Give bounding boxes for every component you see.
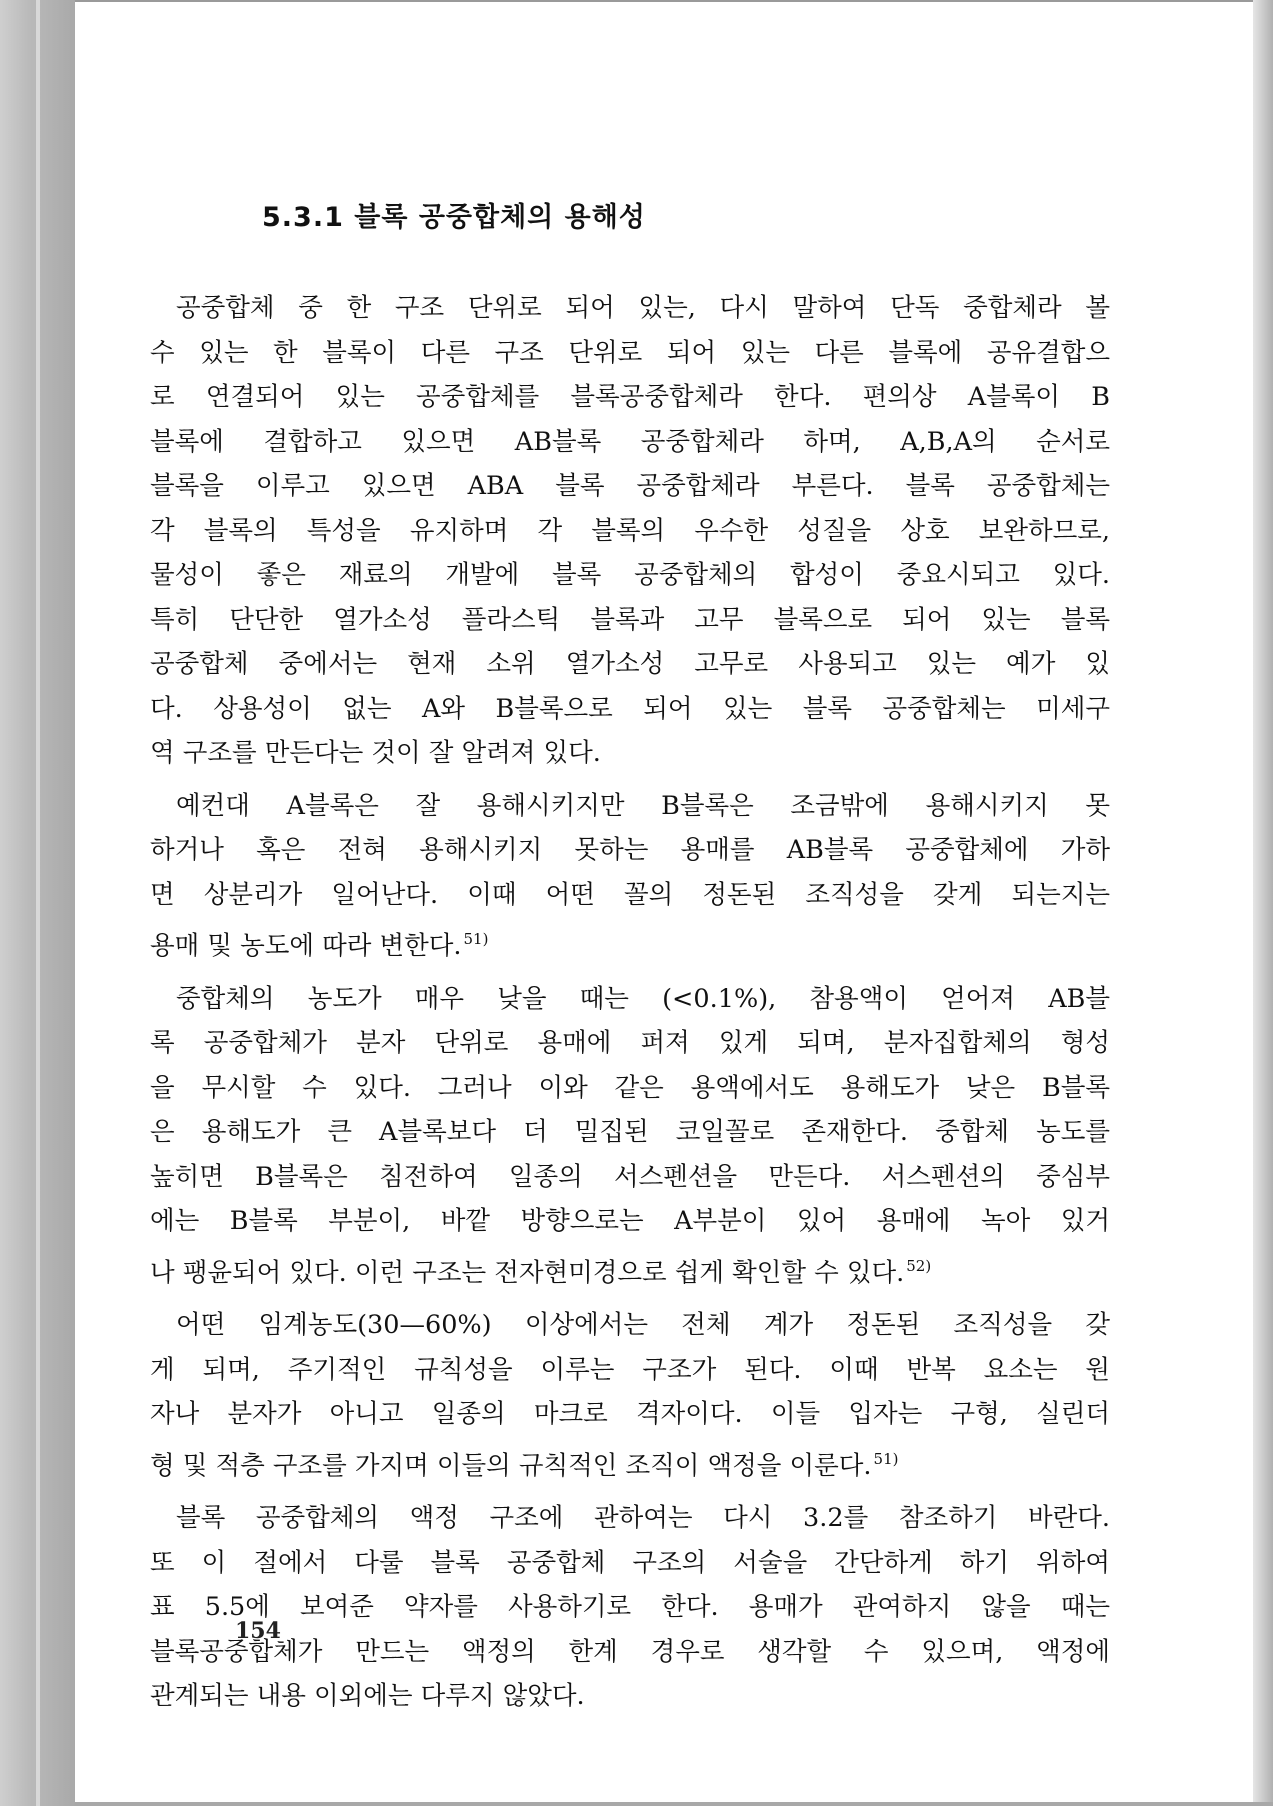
text-line: 특히 단단한 열가소성 플라스틱 블록과 고무 블록으로 되어 있는 블록 [150, 604, 1110, 635]
text-line: 중합체의 농도가 매우 낮을 때는 (<0.1%), 참용액이 얻어져 AB블 [176, 983, 1110, 1014]
text-line: 나 팽윤되어 있다. 이런 구조는 전자현미경으로 쉽게 확인할 수 있다. $^{52)}$ [150, 1256, 932, 1288]
text-line: 로 연결되어 있는 공중합체를 블록공중합체라 한다. 편의상 A블록이 B [150, 382, 1110, 412]
section-heading: 5.3.1 블록 공중합체의 용해성 [262, 202, 646, 233]
text-line: 블록공중합체가 만드는 액정의 한계 경우로 생각할 수 있으며, 액정에 [150, 1636, 1110, 1667]
text-line: 표 5.5에 보여준 약자를 사용하기로 한다. 용매가 관여하지 않을 때는 [150, 1592, 1110, 1622]
text-line: 을 무시할 수 있다. 그러나 이와 같은 용액에서도 용해도가 낮은 B블록 [150, 1072, 1110, 1103]
paragraph [150, 286, 1110, 776]
reference-superscript: 51) [873, 1449, 899, 1468]
text-line: 역 구조를 만든다는 것이 잘 알려져 있다. [150, 738, 601, 768]
text-line: 각 블록의 특성을 유지하며 각 블록의 우수한 성질을 상호 보완하므로, [150, 515, 1110, 546]
spine-edge [36, 0, 40, 1806]
text-line: 게 되며, 주기적인 규칙성을 이루는 구조가 된다. 이때 반복 요소는 원 [150, 1354, 1110, 1385]
page-content [150, 195, 1110, 1727]
text-line: 수 있는 한 블록이 다른 구조 단위로 되어 있는 다른 블록에 공유결합으 [150, 337, 1110, 368]
text-line: 또 이 절에서 다룰 블록 공중합체 구조의 서술을 간단하게 하기 위하여 [150, 1547, 1110, 1578]
text-line: 에는 B블록 부분이, 바깥 방향으로는 A부분이 있어 용매에 녹아 있거 [150, 1206, 1110, 1236]
text-line: 블록을 이루고 있으면 ABA 블록 공중합체라 부른다. 블록 공중합체는 [150, 471, 1110, 501]
text-line: 공중합체 중 한 구조 단위로 되어 있는, 다시 말하여 단독 중합체라 볼 [176, 293, 1110, 323]
paragraph [150, 784, 1110, 969]
reference-superscript: 51) [463, 930, 489, 948]
paragraph [150, 1496, 1110, 1719]
text-line: 블록에 결합하고 있으면 AB블록 공중합체라 하며, A,B,A의 순서로 [150, 426, 1110, 457]
body-text [150, 286, 1110, 1719]
text-line: 하거나 혹은 전혀 용해시키지 못하는 용매를 AB블록 공중합체에 가하 [150, 835, 1110, 865]
text-line: 관계되는 내용 이외에는 다루지 않았다. [150, 1681, 585, 1711]
text-line: 자나 분자가 아니고 일종의 마크로 격자이다. 이들 입자는 구형, 실린더 [150, 1399, 1110, 1429]
text-line: 형 및 적층 구조를 가지며 이들의 규칙적인 조직이 액정을 이룬다. $^{51)}$ [150, 1449, 899, 1481]
text-line: 물성이 좋은 재료의 개발에 블록 공중합체의 합성이 중요시되고 있다. [150, 560, 1110, 590]
page-edge-shadow [1253, 0, 1273, 1806]
text-line: 록 공중합체가 분자 단위로 용매에 퍼져 있게 되며, 분자집합체의 형성 [150, 1028, 1110, 1058]
text-line: 블록 공중합체의 액정 구조에 관하여는 다시 3.2를 참조하기 바란다. [176, 1503, 1110, 1533]
text-line: 높히면 B블록은 침전하여 일종의 서스펜션을 만든다. 서스펜션의 중심부 [150, 1161, 1110, 1192]
text-line: 면 상분리가 일어난다. 이때 어떤 꼴의 정돈된 조직성을 갖게 되는지는 [150, 879, 1110, 910]
text-line: 어떤 임계농도(30—60%) 이상에서는 전체 계가 정돈된 조직성을 갖 [176, 1310, 1110, 1340]
page-bottom-edge [75, 1802, 1273, 1806]
paragraph [150, 1303, 1110, 1488]
text-line: 예컨대 A블록은 잘 용해시키지만 B블록은 조금밖에 용해시키지 못 [176, 790, 1110, 821]
text-line: 다. 상용성이 없는 A와 B블록으로 되어 있는 블록 공중합체는 미세구 [150, 693, 1110, 724]
text-line: 공중합체 중에서는 현재 소위 열가소성 고무로 사용되고 있는 예가 있 [150, 649, 1110, 679]
text-line: 용매 및 농도에 따라 변한다. $^{51)}$ [150, 930, 489, 961]
text-line: 은 용해도가 큰 A블록보다 더 밀집된 코일꼴로 존재한다. 중합체 농도를 [150, 1117, 1110, 1147]
paragraph [150, 977, 1110, 1296]
reference-superscript: 52) [906, 1256, 932, 1275]
page-number: 154 [235, 1618, 281, 1644]
